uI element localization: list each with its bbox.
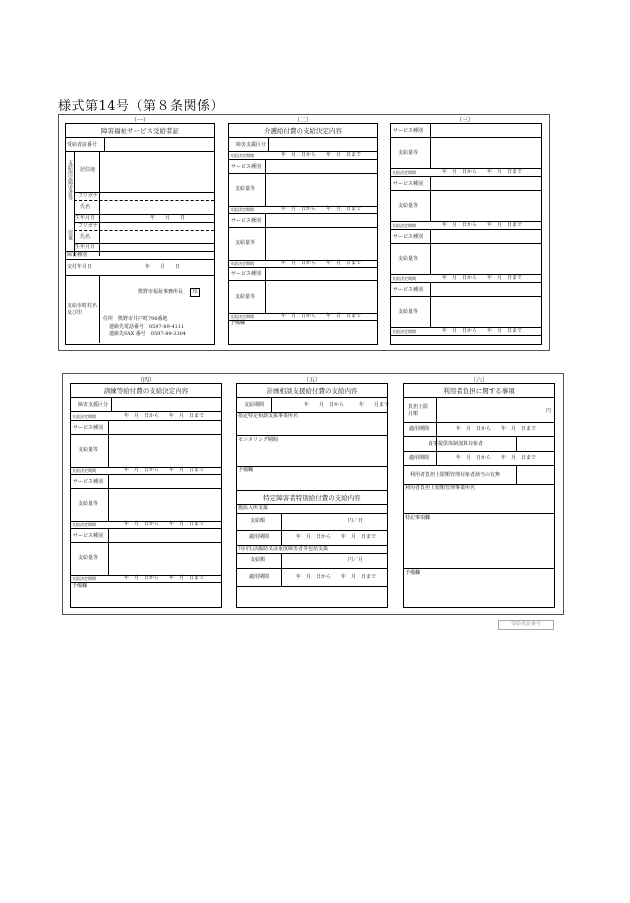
- p2-period-line-3: [229, 320, 377, 321]
- p3-period-value-3: 年 月 日から 年 月 日まで: [442, 275, 523, 281]
- p6-manager-office-label: 利用者負担上限額管理事業所名: [405, 485, 476, 491]
- birthdate-label-1: 生年月日: [75, 215, 96, 221]
- p6-meal-divider: [516, 436, 517, 451]
- p3-period-line-4: [391, 335, 541, 336]
- p4-col-divider-3: [108, 528, 109, 575]
- panel1-heading: 障害福祉サービス受給者証: [66, 125, 214, 138]
- p5-monitoring-line: [237, 466, 387, 467]
- p5-designated-label: 指定特定相談支援事業所名: [238, 413, 299, 419]
- p4-period-value-3: 年 月 日から 年 月 日まで: [124, 575, 205, 581]
- p3-service-line-1: [391, 137, 541, 138]
- p2-period-value-2: 年 月 日から 年 月 日まで: [281, 260, 362, 266]
- p3-col-divider-4: [430, 282, 431, 327]
- panel4-heading: 訓練等給付費の支給決定内容: [71, 385, 221, 398]
- p2-period-label-1: 支給決定期間: [230, 207, 254, 212]
- form-title: 様式第14号（第８条関係）: [58, 99, 225, 114]
- p5-payment-divider: [271, 398, 272, 412]
- office-address: 住所 熊野市井戸町796番地: [103, 316, 168, 322]
- p2-col-divider-3: [265, 267, 266, 313]
- p2-support-class-label: 障害支援区分: [236, 142, 267, 148]
- p4-period-line-3: [71, 582, 221, 583]
- p2-support-class-divider: [268, 138, 269, 151]
- p3-period-label-3: 支給決定期間: [392, 276, 416, 281]
- p4-period-label-2: 支給決定期間: [72, 522, 96, 527]
- p2-service-type-label-3: サービス種別: [231, 271, 262, 277]
- p3-service-line-4: [391, 296, 541, 297]
- panel5-heading: 計画相談支援給付費の支給内容: [237, 385, 387, 398]
- office-name: 熊野市福祉事務所長: [138, 289, 184, 295]
- issue-date-value: 年 月 日: [145, 264, 181, 270]
- p2-service-type-label-2: サービス種別: [231, 218, 262, 224]
- office-phone: 連絡先電話番号 0597-89-4111: [109, 324, 185, 330]
- p5-group-divider: [281, 553, 282, 586]
- p4-amount-label-2: 支給量等: [78, 501, 99, 507]
- p5-amount-line-2: [237, 568, 387, 569]
- panel-label-5: （五）: [302, 377, 321, 384]
- decided-person-vertical-label: 支給決定障害者等: [67, 160, 73, 200]
- p3-service-type-label-1: サービス種別: [393, 128, 424, 134]
- p6-manager-target-label: 利用者負担上限額管理対象者該当の有無: [410, 472, 501, 478]
- panel6-heading: 利用者負担に関する事項: [404, 385, 554, 398]
- p3-period-line-1: [391, 176, 541, 177]
- p4-period-label-0: 支給決定期間: [72, 414, 96, 419]
- p3-period-label-1: 支給決定期間: [392, 170, 416, 175]
- p5-amount-line-1: [237, 530, 387, 531]
- p2-period-value-1: 年 月 日から 年 月 日まで: [281, 206, 362, 212]
- p5-applicable-value-2: 年 月 日から 年 月 日まで: [296, 574, 377, 580]
- municipality-divider: [99, 275, 100, 343]
- p6-meal-line: [404, 451, 554, 452]
- p4-period-value-2: 年 月 日から 年 月 日まで: [124, 521, 205, 527]
- p6-applicable-line-2: [404, 465, 554, 466]
- p4-period-line-2: [71, 528, 221, 529]
- p2-col-divider-2: [265, 213, 266, 260]
- p2-amount-label-1: 支給量等: [235, 186, 256, 192]
- p6-applicable-value: 年 月 日から 年 月 日まで: [456, 426, 537, 432]
- p3-period-value-2: 年 月 日から 年 月 日まで: [442, 222, 523, 228]
- p6-applicable-label-2: 適用期間: [409, 455, 430, 461]
- p3-col-divider-3: [430, 229, 431, 274]
- p5-facility-label: 施設入所支援: [238, 505, 269, 511]
- p3-period-label-4: 支給決定期間: [392, 329, 416, 334]
- p2-period-label-3: 支給決定期間: [230, 314, 254, 319]
- p3-period-line-2: [391, 229, 541, 230]
- p2-period-line-2: [229, 267, 377, 268]
- p2-period-value-3: 年 月 日から 年 月 日まで: [281, 313, 362, 319]
- p3-col-divider-1: [430, 124, 431, 168]
- p2-amount-label-2: 支給量等: [235, 240, 256, 246]
- p5-payment-period-label: 支給期間: [244, 402, 265, 408]
- p6-special-line: [404, 568, 554, 569]
- cert-number-label: 受給者証番号: [67, 142, 98, 148]
- furigana-dashed-2: [74, 230, 214, 231]
- p4-service-line-3: [71, 542, 221, 543]
- p3-amount-label-4: 支給量等: [398, 309, 419, 315]
- p2-service-line-1: [229, 173, 377, 174]
- p2-service-line-2: [229, 227, 377, 228]
- p2-period-label-0: 支給決定期間: [230, 153, 254, 158]
- issue-date-line: [66, 275, 214, 276]
- vert-column-divider: [74, 151, 75, 256]
- seal-box: 印: [190, 288, 200, 297]
- furigana-label-1: フリガナ: [78, 193, 98, 199]
- p5-monitoring-label: モニタリング期間: [238, 437, 278, 443]
- panel-label-4: （四）: [136, 377, 155, 384]
- name-label-1: 氏名: [80, 204, 91, 210]
- p5-amount-label-2: 支給額: [250, 557, 266, 563]
- p3-service-line-3: [391, 243, 541, 244]
- municipality-label: 支給市町村名及び印: [67, 303, 98, 316]
- p3-amount-label-2: 支給量等: [398, 203, 419, 209]
- p5-group-home-label: 共同生活援助又は重度障害者等包括支援: [238, 546, 329, 552]
- p4-amount-label-1: 支給量等: [78, 447, 99, 453]
- p4-service-type-label-3: サービス種別: [73, 533, 104, 539]
- p5-applicable-line-2: [237, 586, 387, 587]
- p2-service-line-3: [229, 280, 377, 281]
- p3-period-line-3: [391, 282, 541, 283]
- panel-label-6: （六）: [469, 377, 488, 384]
- p4-notes-label: 予備欄: [72, 583, 88, 589]
- birthdate-label-2: 生年月日: [75, 244, 96, 250]
- child-vertical-label: 児童: [67, 230, 73, 240]
- p6-applicable-divider-2: [436, 451, 437, 465]
- p5-facility-line: [237, 513, 387, 514]
- p4-amount-label-3: 支給量等: [78, 555, 99, 561]
- p3-service-line-2: [391, 190, 541, 191]
- p6-applicable-value-2: 年 月 日から 年 月 日まで: [456, 455, 537, 461]
- p2-amount-label-3: 支給量等: [235, 294, 256, 300]
- p2-col-divider-1: [265, 159, 266, 206]
- p5-per-day: 円／日: [348, 518, 364, 524]
- p4-period-line-0: [71, 420, 221, 421]
- p5-notes-label: 予備欄: [238, 467, 254, 473]
- name-label-2: 氏名: [80, 234, 91, 240]
- p6-meal-label: 食事提供体制加算対象者: [428, 441, 484, 447]
- panel-label-1: （一）: [130, 117, 149, 124]
- p4-support-class-line: [71, 411, 221, 412]
- panel-label-2: （二）: [293, 117, 312, 124]
- p5-per-month: 円／月: [348, 557, 364, 563]
- disability-type-label: 障害種別: [67, 252, 88, 258]
- p6-burden-line: [404, 422, 554, 423]
- p6-manager-office-line: [404, 513, 554, 514]
- p4-support-class-label: 障害支援区分: [78, 402, 109, 408]
- p4-col-divider-2: [108, 474, 109, 521]
- p5-facility-divider: [281, 513, 282, 545]
- p3-period-label-2: 支給決定期間: [392, 223, 416, 228]
- footer-cert-number: 受給者証番号: [498, 620, 554, 630]
- p4-period-line-1: [71, 474, 221, 475]
- p4-service-line-1: [71, 434, 221, 435]
- p5-designated-line: [237, 435, 387, 436]
- p4-period-value-1: 年 月 日から 年 月 日まで: [124, 467, 205, 473]
- p3-col-divider-2: [430, 176, 431, 221]
- p4-support-class-divider: [111, 398, 112, 411]
- p3-amount-label-1: 支給量等: [398, 150, 419, 156]
- p3-service-type-label-3: サービス種別: [393, 234, 424, 240]
- furigana-label-2: フリガナ: [78, 223, 98, 229]
- p5-amount-label-1: 支給額: [250, 518, 266, 524]
- issue-date-label: 交付年月日: [67, 264, 93, 270]
- office-fax: 連絡先FAX 番号 0597-89-3304: [109, 331, 186, 337]
- p3-service-type-label-2: サービス種別: [393, 181, 424, 187]
- p2-service-type-label-1: サービス種別: [231, 164, 262, 170]
- p3-service-type-label-4: サービス種別: [393, 287, 424, 293]
- p4-period-label-3: 支給決定期間: [72, 576, 96, 581]
- p5-applicable-label-2: 適用期間: [249, 574, 270, 580]
- address-label: 居住地: [80, 167, 96, 173]
- p6-applicable-line: [404, 436, 554, 437]
- p6-yen-label: 円: [546, 408, 552, 414]
- panel2-heading: 介護給付費の支給決定内容: [229, 125, 377, 138]
- p5-notes-line: [237, 490, 387, 491]
- panel-label-3: （三）: [455, 117, 474, 124]
- birthdate-value-1: 年 月 日: [150, 215, 186, 221]
- p4-service-type-label-1: サービス種別: [73, 425, 104, 431]
- p2-period-value-0: 年 月 日から 年 月 日まで: [281, 152, 362, 158]
- p5-payment-period-value: 年 月 日から 年 月まで: [304, 402, 390, 408]
- panel5-heading-2: 特定障害者特別給付費の支給内容: [237, 492, 387, 505]
- p5-applicable-value-1: 年 月 日から 年 月 日まで: [296, 534, 377, 540]
- p6-special-label: 特記事項欄: [405, 515, 431, 521]
- p3-period-value-4: 年 月 日から 年 月 日まで: [442, 328, 523, 334]
- p5-group-home-line: [237, 553, 387, 554]
- furigana-dashed-1: [74, 200, 214, 201]
- birthdate-line-2: [66, 251, 214, 252]
- p6-burden-limit-label: 負担上限月額: [408, 404, 429, 417]
- p2-period-label-2: 支給決定期間: [230, 261, 254, 266]
- p2-period-line-1: [229, 213, 377, 214]
- p5-applicable-label-1: 適用期間: [249, 534, 270, 540]
- p6-manager-divider: [516, 465, 517, 484]
- p6-notes-label: 予備欄: [405, 570, 421, 576]
- p4-service-line-2: [71, 488, 221, 489]
- disability-type-line: [66, 259, 214, 260]
- p4-period-value-0: 年 月 日から 年 月 日まで: [124, 413, 205, 419]
- label-column-divider: [99, 151, 100, 256]
- p2-period-line-0: [229, 159, 377, 160]
- cert-number-divider: [104, 138, 105, 151]
- cert-number-line: [66, 151, 214, 152]
- p3-period-value-1: 年 月 日から 年 月 日まで: [442, 169, 523, 175]
- p2-notes-label: 予備欄: [230, 320, 246, 326]
- p3-amount-label-3: 支給量等: [398, 256, 419, 262]
- p4-col-divider-1: [108, 420, 109, 467]
- p6-applicable-label: 適用期間: [409, 426, 430, 432]
- p4-period-label-1: 支給決定期間: [72, 468, 96, 473]
- p4-service-type-label-2: サービス種別: [73, 479, 104, 485]
